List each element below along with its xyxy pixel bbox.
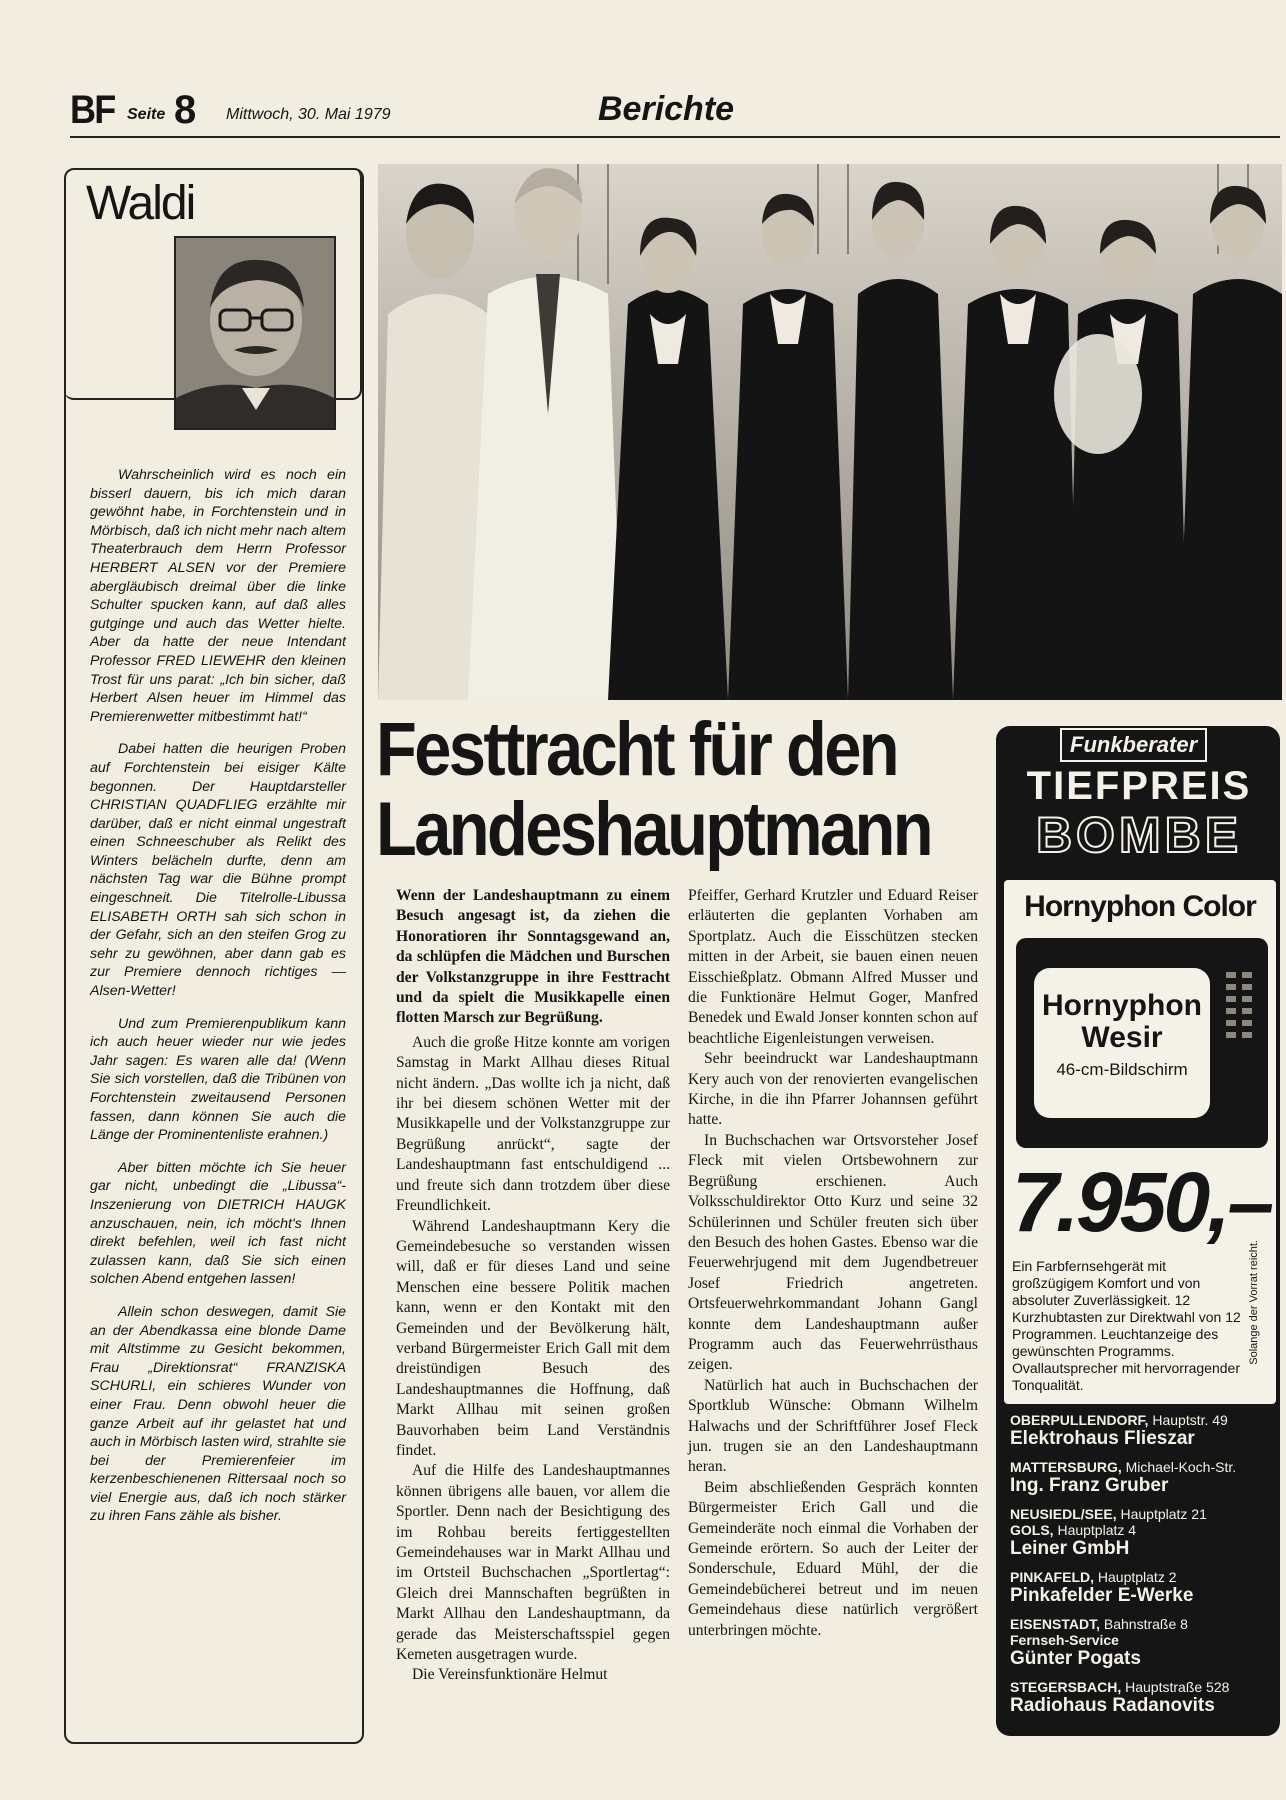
ad-brand: Hornyphon Color bbox=[1024, 890, 1256, 923]
tv-screen-size: 46-cm-Bildschirm bbox=[1056, 1060, 1188, 1079]
dealer-entry bbox=[1010, 1679, 1276, 1716]
article-paragraph: Die Vereinsfunktionäre Helmut bbox=[412, 1666, 608, 1684]
article-paragraph: Während Landeshauptmann Kery die Gemeindebesuche so verstanden wissen will, daß er für dieses Land und seine Menschen eine bessere Politik machen kann, wenn er den Kontakt mit den Gemeinden und der Bevölkerung hält, verband Bürgermeister Erich Gall mit dem dreistündigen Besuch des Landeshauptmannes die Hoffnung, daß Markt Allhau mit seinen großen Bauvorhaben beim Land Verständnis findet. bbox=[396, 1217, 670, 1459]
dealer-town: PINKAFELD, bbox=[1010, 1569, 1094, 1585]
dealer-entry bbox=[1010, 1569, 1276, 1606]
portrait-image bbox=[176, 238, 334, 428]
dealer-entry bbox=[1010, 1459, 1276, 1496]
headline-line: Festtracht für den bbox=[376, 707, 898, 792]
dealer-address: Michael-Koch-Str. bbox=[1125, 1459, 1237, 1475]
section-title: Berichte bbox=[598, 90, 735, 128]
dealer-address: Hauptstraße 528 bbox=[1125, 1679, 1230, 1695]
waldi-body bbox=[90, 466, 346, 1540]
dealer-address: Hauptplatz 2 bbox=[1097, 1569, 1177, 1585]
dealer-town: OBERPULLENDORF, bbox=[1010, 1412, 1149, 1428]
dealer-entry bbox=[1010, 1412, 1276, 1449]
waldi-column bbox=[64, 168, 364, 1744]
columnist-portrait bbox=[174, 236, 336, 430]
tv-screen bbox=[1034, 968, 1210, 1118]
page-label: Seite bbox=[127, 106, 166, 123]
dealer-entry bbox=[1010, 1616, 1276, 1669]
article-paragraph: Auf die Hilfe des Landeshauptmannes können übrigens alle bauen, vor allem die Sportler. Denn nach der Besichtigung des im Rohbau bereits fertiggestellten Gemeindehauses war in Markt Allhau und im Ortsteil Buchschachen „Sportlertag“: Gleich drei Mannschaften begrüßten in Markt Allhau den Landeshauptmann, da gerade das Meisterschaftsspiel gegen Kemeten ausgetragen wurde. bbox=[396, 1462, 670, 1664]
ad-description: Ein Farbfernsehgerät mit großzügigem Komfort und von absoluter Zuverlässigkeit. 12 Kurzhubtasten zur Direktwahl von 12 Programmen. Leuchtanzeige des gewünschten Programms. Ovallautsprecher mit hervorragender Tonqualität. bbox=[1012, 1258, 1241, 1393]
dealer-town: EISENSTADT, bbox=[1010, 1616, 1100, 1632]
tv-controls-icon bbox=[1222, 968, 1258, 1118]
ad-bombe: BOMBE bbox=[1035, 807, 1243, 863]
tv-advertisement bbox=[996, 726, 1280, 1736]
dealer-name: Pinkafelder E-Werke bbox=[1010, 1585, 1194, 1606]
article-column-2 bbox=[688, 886, 978, 1641]
issue-date: Mittwoch, 30. Mai 1979 bbox=[226, 106, 391, 123]
dealer-town: STEGERSBACH, bbox=[1010, 1679, 1122, 1695]
dealer-name: Elektrohaus Flieszar bbox=[1010, 1428, 1195, 1449]
article-headline bbox=[376, 707, 931, 872]
dealer-name: Ing. Franz Gruber bbox=[1010, 1475, 1169, 1496]
waldi-paragraph: Aber bitten möchte ich Sie heuer gar nicht, unbedingt die „Libussa“-Inszenierung von DIETRICH HAUGK anzuschauen, nein, ich möcht's Ihnen direkt befehlen, weil ich fast nicht zulassen kann, daß Sie sich einen solchen Abend entgehen lassen! bbox=[90, 1159, 346, 1288]
article-paragraph: Pfeiffer, Gerhard Krutzler und Eduard Reiser erläuterten die geplanten Vorhaben am Sportplatz. Auch die Eisschützen stecken mitten in der Arbeit, sie bauen einen neuen Eisschießplatz. Obmann Alfred Musser und die Funktionäre Helmut Goger, Manfred Benedek und Ewald Jonser konnten schon auf beachtliche Eigenleistungen verweisen. bbox=[688, 887, 978, 1047]
waldi-paragraph: Allein schon deswegen, damit Sie an der Abendkassa eine blonde Dame mit Altstimme zu Gesicht bekommen, Frau „Direktionsrat“ FRANZISKA SCHURLI, ein schieres Wunder von einer Frau. Denn obwohl heuer die ganze Arbeit auf ihr gelastet hat und auch in Mörbisch lasten wird, strahlte sie bei der Premierenfeier im kerzenbeschienenen Rittersaal noch so viel Energie aus, daß ich noch stärker zu ihren Fans zähle als bisher. bbox=[90, 1303, 346, 1525]
group-photo-image bbox=[378, 164, 1282, 700]
ad-side-note: Solange der Vorrat reicht. bbox=[1248, 1240, 1260, 1365]
dealer-name: Leiner GmbH bbox=[1010, 1538, 1130, 1559]
article-paragraph: Auch die große Hitze konnte am vorigen Samstag in Markt Allhau dieses Ritual nicht ändern. „Das wollte ich ja nicht, daß ihr bei diesem schönen Wetter mit der Musikkapelle und der Volkstanzgruppe zur Begrüßung anrückt“, sagte der Landeshauptmann fast entschuldigend ... und freute sich dann trotzdem über diese Freundlichkeit. bbox=[396, 1033, 670, 1215]
article-paragraph: Beim abschließenden Gespräch konnten Bürgermeister Erich Gall und die Gemeinderäte noch einmal die Vorhaben der Gemeinde erörtern. So auch der Leiter der Sonderschule, Eduard Mühl, der die Gemeindebücherei betreut und im neuen Gemeindehaus diese natürlich vergrößert unterbringen möchte. bbox=[688, 1478, 978, 1639]
dealer-address: Hauptplatz 4 bbox=[1057, 1522, 1137, 1538]
dealer-address: Hauptplatz 21 bbox=[1120, 1506, 1207, 1522]
dealer-town: NEUSIEDL/SEE, bbox=[1010, 1506, 1117, 1522]
tv-model-name: Hornyphon Wesir bbox=[1042, 989, 1202, 1054]
dealer-address: Hauptstr. 49 bbox=[1152, 1412, 1228, 1428]
ad-badge: Funkberater bbox=[1060, 728, 1207, 762]
article-lead: Wenn der Landeshauptmann zu einem Besuch angesagt ist, da ziehen die Honoratioren ihr Sonntagsgewand an, da schlüpfen die Mädchen und Burschen der Volkstanzgruppe in ihre Festtracht und da spielt die Musikkapelle einen flotten Marsch zur Begrüßung. bbox=[396, 887, 670, 1027]
headline-line: Landeshauptmann bbox=[376, 787, 931, 872]
ad-tiefpreis: TIEFPREIS bbox=[1026, 764, 1252, 808]
article-column-1 bbox=[396, 886, 670, 1686]
tv-icon bbox=[1016, 938, 1268, 1148]
ad-product-panel bbox=[1004, 880, 1276, 1404]
dealer-subtitle: Fernseh-Service bbox=[1010, 1632, 1119, 1648]
dealer-name: Radiohaus Radanovits bbox=[1010, 1695, 1215, 1716]
waldi-paragraph: Dabei hatten die heurigen Proben auf Forchtenstein bei eisiger Kälte begonnen. Der Hauptdarsteller CHRISTIAN QUADFLIEG erzählte mir darüber, daß er nicht einmal ungestraft einen Schneeschuber als Relikt des Winters belächeln durfte, denn am nächsten Tag war die Bühne prompt eingeschneit. Die Titelrolle-Libussa ELISABETH ORTH sah sich schon in der Gefahr, sich an den steifen Grog zu sehr zu gewöhnen, aber dann gab es zur Premiere dennoch richtiges — Alsen-Wetter! bbox=[90, 741, 346, 1000]
waldi-header-box bbox=[64, 168, 362, 400]
article-paragraph: Sehr beeindruckt war Landeshauptmann Kery auch von der renovierten evangelischen Kirche, in die ihn Pfarrer Johannsen geführt hatte. bbox=[688, 1050, 978, 1129]
article-paragraph: In Buchschachen war Ortsvorsteher Josef Fleck mit vielen Ortsbewohnern zur Begrüßung erschienen. Auch Volksschuldirektor Otto Kurz und seine 32 Schülerinnen und Schüler freuten sich über den Besuch des hohen Gastes. Ebenso war die Feuerwehrjugend mit dem Jugendbetreuer Josef Friedrich angetreten. Ortsfeuerwehrkommandant Johann Gangl konnte dem Landeshauptmann außer Programm auch das Feuerwehrrüsthaus zeigen. bbox=[688, 1131, 978, 1374]
ad-price: 7.950,– bbox=[1012, 1155, 1272, 1249]
article-paragraph: Natürlich hat auch in Buchschachen der Sportklub Wünsche: Obmann Wilhelm Halwachs und der Schriftführer Josef Fleck jun. trugen sie an den Landeshauptmann heran. bbox=[688, 1376, 978, 1476]
dealer-name: Günter Pogats bbox=[1010, 1648, 1141, 1669]
dealer-town: GOLS, bbox=[1010, 1522, 1054, 1538]
dealer-list bbox=[1010, 1412, 1276, 1726]
column-title: Waldi bbox=[86, 177, 195, 230]
page-number: 8 bbox=[174, 88, 197, 132]
waldi-paragraph: Und zum Premierenpublikum kann ich auch heuer wieder nur wie jedes Jahr sagen: Es waren alle da! (Wenn Sie sich vorstellen, daß die Tribünen von Forchtenstein zweitausend Personen fassen, dann können Sie auch die Länge der Prominentenliste erahnen.) bbox=[90, 1015, 346, 1144]
masthead bbox=[70, 84, 1280, 138]
waldi-paragraph: Wahrscheinlich wird es noch ein bisserl dauern, bis ich mich daran gewöhnt habe, in Forchtenstein und in Mörbisch, daß ich nicht mehr nach altem Theaterbrauch dem Herrn Professor HERBERT ALSEN vor der Premiere abergläubisch dreimal über die linke Schulter spucken kann, auf daß alles gutginge und auch das Wetter hielte. Aber da hatte der neue Intendant Professor FRED LIEWEHR den kleinen Trost für uns parat: „Ich bin sicher, daß Herbert Alsen heuer im Himmel das Premierenwetter mitbestimmt hat!“ bbox=[90, 467, 346, 725]
article-photo bbox=[378, 164, 1282, 700]
dealer-address: Bahnstraße 8 bbox=[1103, 1616, 1188, 1632]
dealer-entry bbox=[1010, 1506, 1276, 1559]
newspaper-logo: BF bbox=[70, 88, 115, 132]
dealer-town: MATTERSBURG, bbox=[1010, 1459, 1122, 1475]
